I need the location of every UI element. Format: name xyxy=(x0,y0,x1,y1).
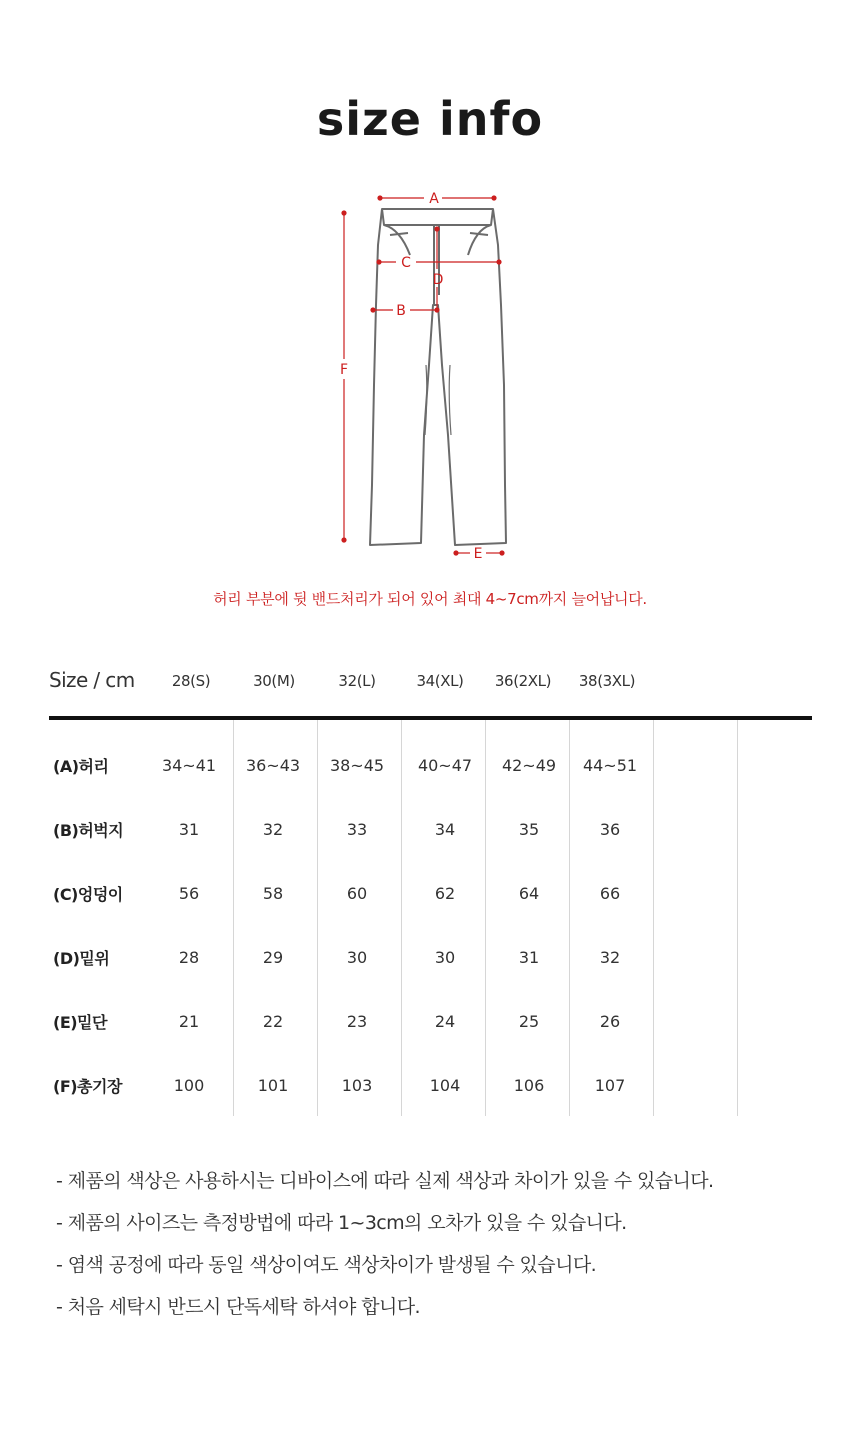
row-label: (A)허리 xyxy=(53,757,109,776)
cell-value: 36~43 xyxy=(245,756,301,775)
notice-list xyxy=(56,1166,836,1334)
row-label: (B)허벅지 xyxy=(53,821,124,840)
size-header: 38(3XL) xyxy=(578,672,636,690)
cell-value: 21 xyxy=(178,1012,200,1031)
notice-item: - 염색 공정에 따라 동일 색상이여도 색상차이가 발생될 수 있습니다. xyxy=(56,1254,597,1276)
label-f: F xyxy=(339,362,349,378)
cell-value: 58 xyxy=(262,884,284,903)
cell-value: 32 xyxy=(262,820,284,839)
cell-value: 36 xyxy=(599,820,621,839)
cell-value: 24 xyxy=(434,1012,456,1031)
row-label: (E)밑단 xyxy=(53,1013,107,1032)
cell-value: 38~45 xyxy=(329,756,385,775)
cell-value: 64 xyxy=(518,884,540,903)
cell-value: 60 xyxy=(346,884,368,903)
size-table xyxy=(49,660,812,1116)
row-label: (D)밑위 xyxy=(53,949,110,968)
label-c: C xyxy=(401,255,411,271)
cell-value: 66 xyxy=(599,884,621,903)
cell-value: 32 xyxy=(599,948,621,967)
cell-value: 28 xyxy=(178,948,200,967)
table-row xyxy=(49,1074,812,1138)
cell-value: 107 xyxy=(594,1076,626,1095)
pants-diagram xyxy=(330,185,530,565)
cell-value: 62 xyxy=(434,884,456,903)
pants-outline xyxy=(370,209,506,545)
table-header xyxy=(49,660,812,720)
size-header: 36(2XL) xyxy=(494,672,552,690)
table-body xyxy=(49,720,812,1116)
table-row xyxy=(49,1010,812,1074)
table-row xyxy=(49,946,812,1010)
page-title: size info xyxy=(316,92,544,146)
size-header: 34(XL) xyxy=(416,672,464,690)
cell-value: 44~51 xyxy=(582,756,638,775)
row-label: (C)엉덩이 xyxy=(53,885,123,904)
label-a: A xyxy=(429,191,439,207)
notice-item: - 처음 세탁시 반드시 단독세탁 하셔야 합니다. xyxy=(56,1296,420,1318)
measurement-labels xyxy=(340,191,482,562)
cell-value: 22 xyxy=(262,1012,284,1031)
cell-value: 23 xyxy=(346,1012,368,1031)
cell-value: 101 xyxy=(257,1076,289,1095)
label-b: B xyxy=(396,303,406,319)
cell-value: 100 xyxy=(173,1076,205,1095)
cell-value: 40~47 xyxy=(417,756,473,775)
cell-value: 31 xyxy=(178,820,200,839)
notice-item: - 제품의 사이즈는 측정방법에 따라 1~3cm의 오차가 있을 수 있습니다. xyxy=(56,1212,627,1234)
cell-value: 34 xyxy=(434,820,456,839)
cell-value: 106 xyxy=(513,1076,545,1095)
row-label: (F)총기장 xyxy=(53,1077,122,1096)
cell-value: 30 xyxy=(346,948,368,967)
cell-value: 103 xyxy=(341,1076,373,1095)
cell-value: 56 xyxy=(178,884,200,903)
label-d: D xyxy=(432,272,444,288)
cell-value: 25 xyxy=(518,1012,540,1031)
size-header: 32(L) xyxy=(338,672,376,690)
cell-value: 29 xyxy=(262,948,284,967)
waist-band-note: 허리 부분에 뒷 밴드처리가 되어 있어 최대 4~7cm까지 늘어납니다. xyxy=(213,590,647,608)
table-row xyxy=(49,754,812,818)
label-e: E xyxy=(473,546,483,562)
cell-value: 26 xyxy=(599,1012,621,1031)
cell-value: 33 xyxy=(346,820,368,839)
cell-value: 34~41 xyxy=(161,756,217,775)
cell-value: 31 xyxy=(518,948,540,967)
cell-value: 30 xyxy=(434,948,456,967)
cell-value: 35 xyxy=(518,820,540,839)
header-label: Size / cm xyxy=(49,668,135,692)
size-header: 28(S) xyxy=(171,672,211,690)
notice-item: - 제품의 색상은 사용하시는 디바이스에 따라 실제 색상과 차이가 있을 수 있습니다. xyxy=(56,1170,714,1192)
cell-value: 104 xyxy=(429,1076,461,1095)
size-header: 30(M) xyxy=(253,672,295,690)
table-row xyxy=(49,818,812,882)
table-row xyxy=(49,882,812,946)
cell-value: 42~49 xyxy=(501,756,557,775)
